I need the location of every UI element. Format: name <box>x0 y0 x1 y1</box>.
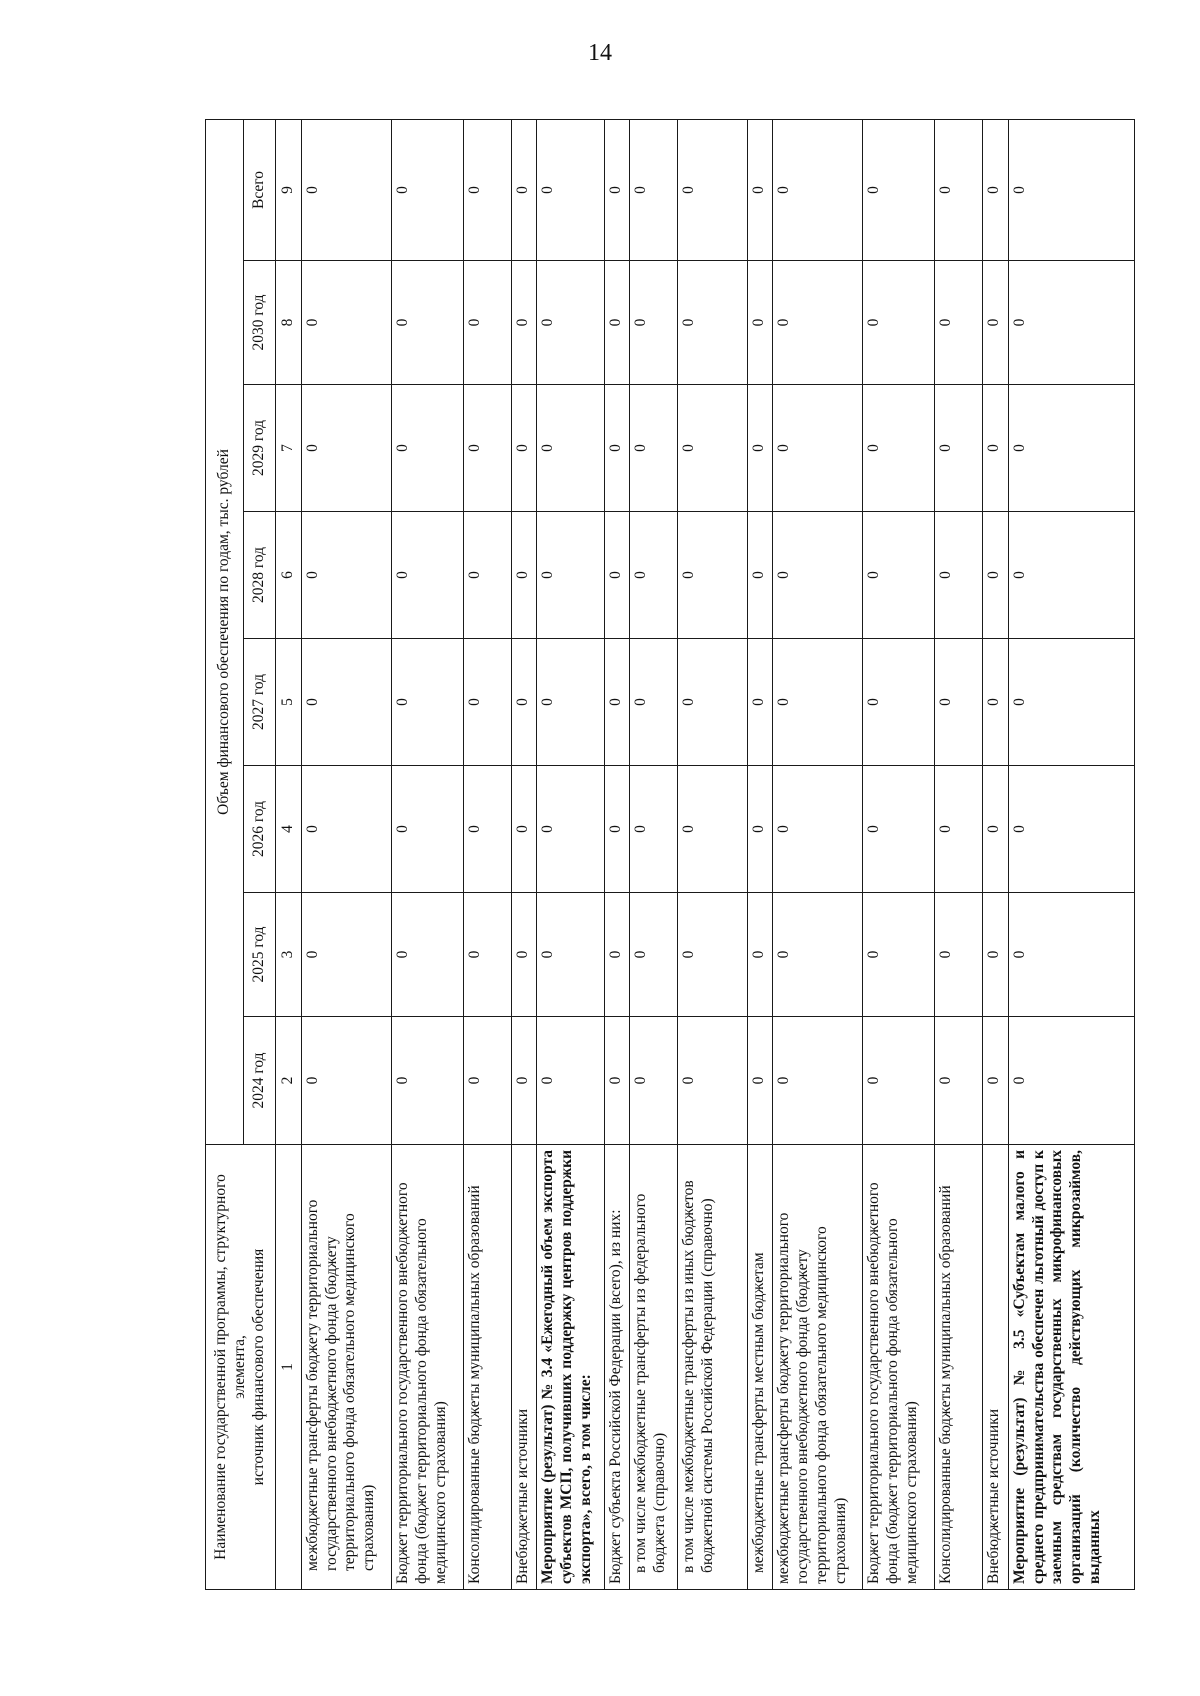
table-row <box>863 120 935 1590</box>
column-number: 2 <box>276 1017 301 1145</box>
cell-value: 0 <box>863 385 935 512</box>
cell-value: 0 <box>678 1017 747 1145</box>
financing-table <box>205 119 1135 1590</box>
page-number: 14 <box>588 40 612 66</box>
cell-value: 0 <box>537 120 604 261</box>
header-year: 2029 год <box>243 385 276 512</box>
cell-value: 0 <box>512 385 537 512</box>
cell-value: 0 <box>934 512 982 639</box>
cell-value: 0 <box>934 261 982 385</box>
cell-value: 0 <box>604 1017 629 1145</box>
cell-value: 0 <box>747 639 772 766</box>
cell-value: 0 <box>678 639 747 766</box>
column-number: 4 <box>276 766 301 893</box>
cell-value: 0 <box>463 639 511 766</box>
header-year: 2028 год <box>243 512 276 639</box>
cell-value: 0 <box>392 385 464 512</box>
cell-value: 0 <box>604 639 629 766</box>
cell-value: 0 <box>983 120 1008 261</box>
cell-value: 0 <box>863 639 935 766</box>
row-label: Консолидированные бюджеты муниципальных образований <box>934 1145 982 1590</box>
row-label: Бюджет территориального государственного внебюджетного фонда (бюджет территориального фонда обязательного медицинского страхования) <box>863 1145 935 1590</box>
row-label: в том числе межбюджетные трансферты из иных бюджетов бюджетной системы Российской Федерации (справочно) <box>678 1145 747 1590</box>
cell-value: 0 <box>463 261 511 385</box>
cell-value: 0 <box>463 512 511 639</box>
table-row <box>983 120 1008 1590</box>
cell-value: 0 <box>392 1017 464 1145</box>
cell-value: 0 <box>463 893 511 1017</box>
cell-value: 0 <box>629 512 677 639</box>
cell-value: 0 <box>863 893 935 1017</box>
row-label: в том числе межбюджетные трансферты из федерального бюджета (справочно) <box>629 1145 677 1590</box>
cell-value: 0 <box>934 766 982 893</box>
column-number: 8 <box>276 261 301 385</box>
row-label: Бюджет территориального государственного внебюджетного фонда (бюджет территориального фонда обязательного медицинского страхования) <box>392 1145 464 1590</box>
cell-value: 0 <box>629 1017 677 1145</box>
table-row <box>629 120 677 1590</box>
cell-value: 0 <box>983 639 1008 766</box>
cell-value: 0 <box>678 261 747 385</box>
cell-value: 0 <box>678 385 747 512</box>
cell-value: 0 <box>604 385 629 512</box>
cell-value: 0 <box>934 639 982 766</box>
cell-value: 0 <box>772 512 862 639</box>
cell-value: 0 <box>301 639 391 766</box>
cell-value: 0 <box>983 261 1008 385</box>
header-total: Всего <box>243 120 276 261</box>
cell-value: 0 <box>604 766 629 893</box>
cell-value: 0 <box>772 639 862 766</box>
table-row <box>772 120 862 1590</box>
cell-value: 0 <box>604 512 629 639</box>
cell-value: 0 <box>604 261 629 385</box>
table-row <box>1008 120 1134 1590</box>
cell-value: 0 <box>537 639 604 766</box>
cell-value: 0 <box>604 120 629 261</box>
cell-value: 0 <box>301 385 391 512</box>
row-label: Бюджет субъекта Российской Федерации (всего), из них: <box>604 1145 629 1590</box>
cell-value: 0 <box>983 766 1008 893</box>
cell-value: 0 <box>463 120 511 261</box>
table-row <box>463 120 511 1590</box>
cell-value: 0 <box>537 385 604 512</box>
row-label-event: Мероприятие (результат) № 3.5 «Субъектам малого и среднего предпринимательства обеспечен льготный доступ к заемным средствам государственных микрофинансовых организаций (количество действующих микрозаймов, выданных <box>1008 1145 1134 1590</box>
cell-value: 0 <box>747 1017 772 1145</box>
cell-value: 0 <box>772 120 862 261</box>
cell-value: 0 <box>1008 639 1134 766</box>
cell-value: 0 <box>301 261 391 385</box>
cell-value: 0 <box>1008 512 1134 639</box>
cell-value: 0 <box>747 120 772 261</box>
cell-value: 0 <box>629 766 677 893</box>
row-label: Консолидированные бюджеты муниципальных образований <box>463 1145 511 1590</box>
column-number: 5 <box>276 639 301 766</box>
row-label: Внебюджетные источники <box>512 1145 537 1590</box>
row-label: межбюджетные трансферты местным бюджетам <box>747 1145 772 1590</box>
cell-value: 0 <box>983 893 1008 1017</box>
header-year: 2026 год <box>243 766 276 893</box>
cell-value: 0 <box>747 766 772 893</box>
cell-value: 0 <box>512 766 537 893</box>
cell-value: 0 <box>392 893 464 1017</box>
cell-value: 0 <box>747 893 772 1017</box>
cell-value: 0 <box>772 385 862 512</box>
cell-value: 0 <box>678 120 747 261</box>
header-year: 2025 год <box>243 893 276 1017</box>
header-name-line1: Наименование государственной программы, структурного элемента, <box>212 1174 249 1560</box>
header-year: 2027 год <box>243 639 276 766</box>
column-number: 3 <box>276 893 301 1017</box>
cell-value: 0 <box>537 1017 604 1145</box>
cell-value: 0 <box>512 120 537 261</box>
row-label: Внебюджетные источники <box>983 1145 1008 1590</box>
header-year: 2030 год <box>243 261 276 385</box>
table-row <box>392 120 464 1590</box>
cell-value: 0 <box>301 120 391 261</box>
cell-value: 0 <box>629 893 677 1017</box>
rotated-table-container <box>205 120 1135 1590</box>
cell-value: 0 <box>301 766 391 893</box>
cell-value: 0 <box>772 893 862 1017</box>
cell-value: 0 <box>463 766 511 893</box>
table-row <box>678 120 747 1590</box>
header-name-column <box>206 1145 276 1590</box>
table-row <box>512 120 537 1590</box>
cell-value: 0 <box>392 120 464 261</box>
cell-value: 0 <box>463 1017 511 1145</box>
cell-value: 0 <box>392 766 464 893</box>
cell-value: 0 <box>512 893 537 1017</box>
cell-value: 0 <box>772 766 862 893</box>
cell-value: 0 <box>934 1017 982 1145</box>
cell-value: 0 <box>604 893 629 1017</box>
cell-value: 0 <box>983 1017 1008 1145</box>
cell-value: 0 <box>301 893 391 1017</box>
cell-value: 0 <box>392 512 464 639</box>
cell-value: 0 <box>934 893 982 1017</box>
row-label: межбюджетные трансферты бюджету территориального государственного внебюджетного фонда (бюджету территориального фонда обязательного медицинского страхования) <box>772 1145 862 1590</box>
cell-value: 0 <box>629 120 677 261</box>
cell-value: 0 <box>629 385 677 512</box>
cell-value: 0 <box>983 385 1008 512</box>
cell-value: 0 <box>301 1017 391 1145</box>
cell-value: 0 <box>983 512 1008 639</box>
row-label-event: Мероприятие (результат) № 3.4 «Ежегодный объем экспорта субъектов МСП, получивших поддержку центров поддержки экспорта», всего, в том числе: <box>537 1145 604 1590</box>
table-row <box>604 120 629 1590</box>
table-row <box>537 120 604 1590</box>
cell-value: 0 <box>772 1017 862 1145</box>
table-row <box>934 120 982 1590</box>
cell-value: 0 <box>537 512 604 639</box>
column-number: 6 <box>276 512 301 639</box>
cell-value: 0 <box>629 261 677 385</box>
cell-value: 0 <box>1008 385 1134 512</box>
cell-value: 0 <box>863 512 935 639</box>
column-number: 7 <box>276 385 301 512</box>
cell-value: 0 <box>863 766 935 893</box>
column-number: 1 <box>276 1145 301 1590</box>
cell-value: 0 <box>1008 766 1134 893</box>
cell-value: 0 <box>678 893 747 1017</box>
cell-value: 0 <box>747 261 772 385</box>
header-group-title: Объем финансового обеспечения по годам, тыс. рублей <box>206 120 244 1145</box>
cell-value: 0 <box>1008 120 1134 261</box>
cell-value: 0 <box>747 512 772 639</box>
cell-value: 0 <box>772 261 862 385</box>
cell-value: 0 <box>537 261 604 385</box>
cell-value: 0 <box>934 120 982 261</box>
cell-value: 0 <box>301 512 391 639</box>
cell-value: 0 <box>863 1017 935 1145</box>
column-number: 9 <box>276 120 301 261</box>
cell-value: 0 <box>678 512 747 639</box>
cell-value: 0 <box>512 639 537 766</box>
cell-value: 0 <box>934 385 982 512</box>
header-name-line2: источник финансового обеспечения <box>250 1248 268 1486</box>
cell-value: 0 <box>863 120 935 261</box>
cell-value: 0 <box>629 639 677 766</box>
cell-value: 0 <box>1008 261 1134 385</box>
cell-value: 0 <box>678 766 747 893</box>
table-row <box>301 120 391 1590</box>
cell-value: 0 <box>747 385 772 512</box>
cell-value: 0 <box>1008 893 1134 1017</box>
cell-value: 0 <box>537 766 604 893</box>
cell-value: 0 <box>537 893 604 1017</box>
cell-value: 0 <box>512 261 537 385</box>
cell-value: 0 <box>863 261 935 385</box>
row-label: межбюджетные трансферты бюджету территориального государственного внебюджетного фонда (бюджету территориального фонда обязательного медицинского страхования) <box>301 1145 391 1590</box>
cell-value: 0 <box>463 385 511 512</box>
cell-value: 0 <box>392 639 464 766</box>
cell-value: 0 <box>1008 1017 1134 1145</box>
table-row <box>747 120 772 1590</box>
header-year: 2024 год <box>243 1017 276 1145</box>
cell-value: 0 <box>512 512 537 639</box>
cell-value: 0 <box>392 261 464 385</box>
cell-value: 0 <box>512 1017 537 1145</box>
